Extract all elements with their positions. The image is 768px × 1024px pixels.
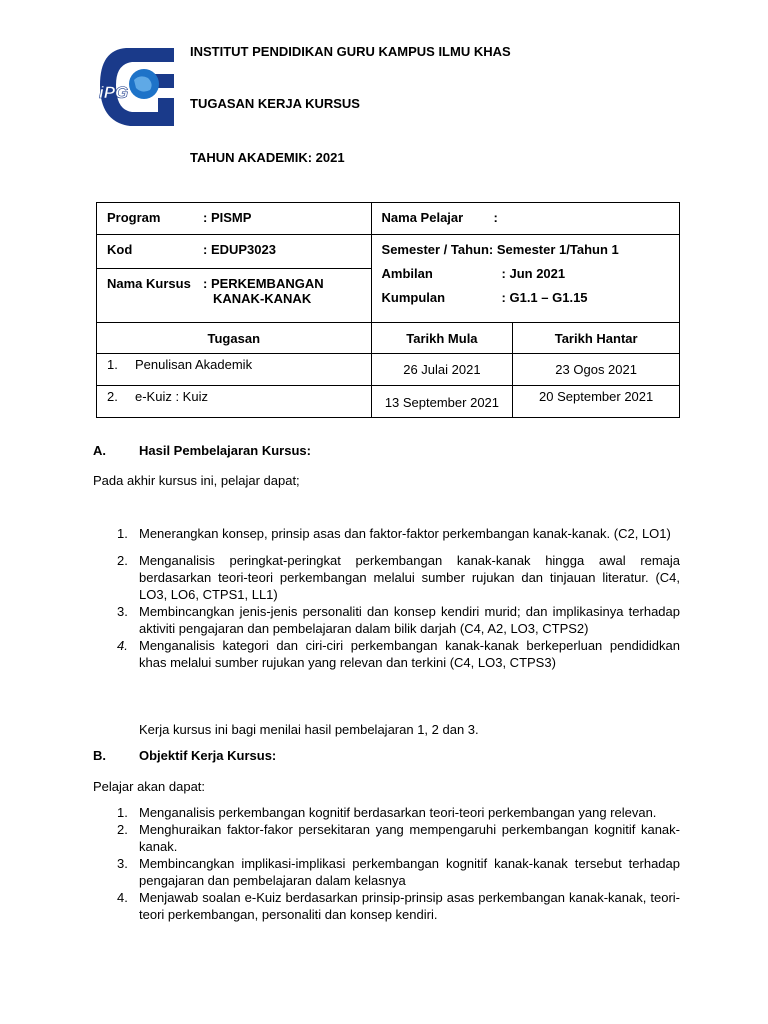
list-item: 3. Membincangkan jenis-jenis personaliti dan konsep kendiri murid; dan implikasinya terhadap aktiviti pengajaran dan pembelajaran dalam bilik darjah (C4, A2, LO3, CTPS2) (117, 604, 680, 636)
task-due-date: 23 Ogos 2021 (555, 362, 637, 377)
svg-text:iPG: iPG (99, 83, 129, 102)
section-b-title: Objektif Kerja Kursus: (139, 748, 277, 763)
course-name-line-1: : PERKEMBANGAN (203, 276, 324, 291)
list-item: 2. Menghuraikan faktor-fakor persekitaran yang mempengaruhi perkembangan kognitif kanak-kanak. (117, 822, 680, 854)
course-objectives-list (93, 804, 680, 923)
program-value: : PISMP (203, 210, 252, 225)
task-start-date: 26 Julai 2021 (403, 362, 481, 377)
task-name: e-Kuiz : Kuiz (135, 389, 208, 404)
document-type: TUGASAN KERJA KURSUS (190, 96, 360, 111)
list-item: 4. Menjawab soalan e-Kuiz berdasarkan prinsip-prinsip asas perkembangan kanak-kanak, teori-teori perkembangan, personaliti dan konsep kendiri. (117, 890, 680, 922)
task-due-date: 20 September 2021 (539, 389, 654, 404)
intake-label: Ambilan (381, 266, 433, 281)
task-number: 2. (107, 389, 118, 404)
course-code-label: Kod (107, 242, 133, 257)
list-item: 4. Menganalisis kategori dan ciri-ciri perkembangan kanak-kanak berkeperluan pendididkan khas melalui sumber rujukan yang relevan dan terkini (C4, LO3, CTPS3) (117, 638, 680, 670)
list-item: 1. Menganalisis perkembangan kognitif berdasarkan teori-teori perkembangan yang relevan. (117, 805, 657, 820)
course-info-table (96, 202, 680, 418)
course-code-value: : EDUP3023 (203, 242, 276, 257)
task-name: Penulisan Akademik (135, 357, 253, 372)
section-b-intro: Pelajar akan dapat: (93, 779, 206, 794)
student-name-colon: : (493, 210, 498, 225)
course-name-label: Nama Kursus (107, 276, 191, 291)
section-b-letter: B. (93, 748, 106, 763)
section-a-intro: Pada akhir kursus ini, pelajar dapat; (93, 473, 300, 488)
col-header-due-date: Tarikh Hantar (554, 330, 638, 346)
task-number: 1. (107, 357, 118, 372)
col-header-task: Tugasan (207, 330, 261, 346)
ipg-logo (96, 40, 180, 130)
section-a-note: Kerja kursus ini bagi menilai hasil pembelajaran 1, 2 dan 3. (139, 722, 479, 737)
list-item: 3. Membincangkan implikasi-implikasi perkembangan kognitif kanak-kanak tersebut terhadap pengajaran dan pembelajaran dalam kelasnya (117, 856, 680, 888)
student-name-label: Nama Pelajar (381, 210, 464, 225)
col-header-start-date: Tarikh Mula (406, 330, 478, 346)
group-label: Kumpulan (381, 290, 446, 305)
section-a-title: Hasil Pembelajaran Kursus: (139, 443, 311, 458)
course-name-line-2: KANAK-KANAK (213, 291, 312, 306)
list-item: 2. Menganalisis peringkat-peringkat perkembangan kanak-kanak hingga awal remaja berdasarkan teori-teori perkembangan melalui sumber rujukan dan tinjauan literatur. (C4, LO3, LO6, CTPS1, LL1) (117, 553, 680, 602)
semester-year: Semester / Tahun: Semester 1/Tahun 1 (381, 242, 619, 257)
list-item: 1. Menerangkan konsep, prinsip asas dan faktor-faktor perkembangan kanak-kanak. (C2, LO1) (117, 526, 671, 541)
task-row (97, 354, 680, 386)
program-label: Program (107, 210, 161, 225)
section-a-letter: A. (93, 443, 106, 458)
intake-value: : Jun 2021 (501, 266, 566, 281)
task-start-date: 13 September 2021 (384, 395, 500, 410)
academic-year: TAHUN AKADEMIK: 2021 (190, 150, 345, 165)
learning-outcomes-list (93, 525, 680, 671)
group-value: : G1.1 – G1.15 (501, 290, 588, 305)
institute-title: INSTITUT PENDIDIKAN GURU KAMPUS ILMU KHAS (190, 44, 511, 59)
task-row (97, 386, 680, 418)
